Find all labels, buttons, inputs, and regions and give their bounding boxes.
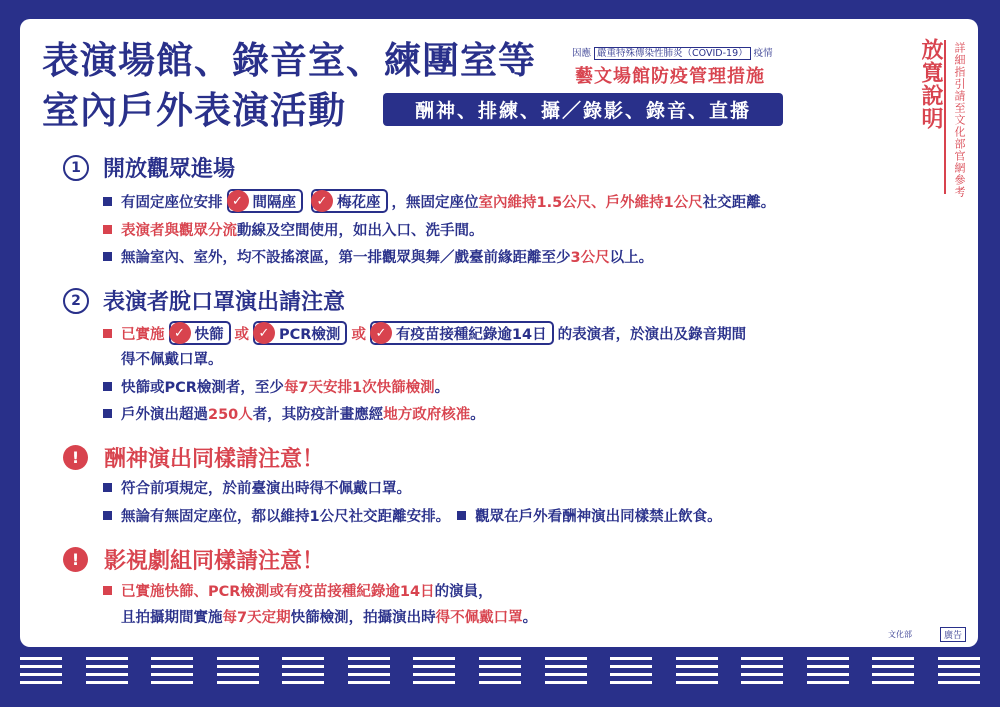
bullet-icon bbox=[103, 409, 112, 418]
pill-rapid-test bbox=[169, 321, 231, 345]
check-icon: ✓ bbox=[370, 322, 392, 344]
highlight-text: 每7天定期 bbox=[222, 610, 291, 626]
decorative-border bbox=[20, 648, 980, 693]
covid-suffix: 疫情 bbox=[753, 48, 773, 59]
decor-pattern-icon bbox=[872, 652, 914, 690]
decor-pattern-icon bbox=[479, 652, 521, 690]
section4-title: 影視劇組同樣請注意！ bbox=[104, 549, 325, 574]
text: 符合前項規定，於前臺演出時得不佩戴口罩。 bbox=[121, 481, 411, 497]
text: 快篩或PCR檢測者，至少 bbox=[121, 380, 284, 396]
bullet-icon bbox=[103, 511, 112, 520]
check-icon: ✓ bbox=[169, 322, 191, 344]
text: 。 bbox=[522, 610, 538, 626]
highlight-text: 250人 bbox=[208, 407, 253, 423]
pill-spaced-seating bbox=[227, 189, 304, 213]
section2-heading bbox=[63, 285, 345, 316]
section4-item2 bbox=[121, 606, 537, 627]
covid-context bbox=[572, 45, 773, 59]
bullet-icon bbox=[103, 586, 112, 595]
bullet-icon bbox=[103, 225, 112, 234]
text: 觀眾在戶外看酬神演出同樣禁止飲食。 bbox=[475, 509, 722, 525]
decor-pattern-icon bbox=[807, 652, 849, 690]
ad-label: 廣告 bbox=[940, 627, 966, 642]
bullet-icon bbox=[103, 197, 112, 206]
section2-item2 bbox=[103, 376, 449, 397]
alert-icon: ! bbox=[63, 547, 88, 572]
check-icon: ✓ bbox=[311, 190, 333, 212]
text: 者，其防疫計畫應經 bbox=[252, 407, 384, 423]
decor-pattern-icon bbox=[741, 652, 783, 690]
section2-title: 表演者脫口罩演出請注意 bbox=[103, 290, 346, 315]
pill-label: 間隔座 bbox=[252, 194, 296, 211]
decor-pattern-icon bbox=[348, 652, 390, 690]
main-title-line2: 室內戶外表演活動 bbox=[42, 89, 346, 132]
section3-title: 酬神演出同樣請注意！ bbox=[104, 447, 325, 472]
decor-pattern-icon bbox=[938, 652, 980, 690]
text: 或 bbox=[351, 326, 366, 343]
ministry-logo: 文化部 bbox=[888, 630, 912, 639]
section4-heading bbox=[63, 544, 324, 575]
section1-item2 bbox=[103, 219, 484, 240]
side-note: 詳細指引請至文化部官網參考 bbox=[953, 42, 966, 198]
section1-item1 bbox=[103, 189, 775, 213]
section2-item1-cont: 得不佩戴口罩。 bbox=[121, 352, 223, 368]
bullet-icon bbox=[103, 252, 112, 261]
main-title-line1: 表演場館、錄音室、練團室等 bbox=[42, 39, 536, 82]
pill-label: 有疫苗接種紀錄逾14日 bbox=[395, 326, 547, 343]
check-icon: ✓ bbox=[253, 322, 275, 344]
highlight-text: 已實施快篩、PCR檢測或有疫苗接種紀錄逾14日 bbox=[121, 584, 435, 600]
decor-pattern-icon bbox=[676, 652, 718, 690]
bullet-icon bbox=[103, 382, 112, 391]
text: 有固定座位安排 bbox=[121, 194, 223, 211]
text: 。 bbox=[470, 407, 485, 423]
decor-pattern-icon bbox=[610, 652, 652, 690]
pill-label: 快篩 bbox=[194, 326, 224, 343]
highlight-text: 3公尺 bbox=[570, 250, 610, 266]
pill-label: 梅花座 bbox=[337, 194, 381, 211]
side-divider bbox=[944, 40, 946, 194]
section1-title: 開放觀眾進場 bbox=[103, 157, 236, 182]
highlight-text: 室內維持1.5公尺、戶外維持1公尺 bbox=[478, 194, 703, 211]
bullet-icon bbox=[103, 329, 112, 338]
section3-item2 bbox=[103, 505, 722, 526]
text: 或 bbox=[234, 326, 249, 343]
decor-pattern-icon bbox=[217, 652, 259, 690]
decor-pattern-icon bbox=[545, 652, 587, 690]
highlight-text: 表演者與觀眾分流 bbox=[121, 223, 237, 239]
text: 快篩檢測，拍攝演出時 bbox=[290, 610, 436, 626]
highlight-text: 每7天安排1次快篩檢測 bbox=[283, 380, 435, 396]
decor-pattern-icon bbox=[86, 652, 128, 690]
section4-item1 bbox=[103, 580, 493, 601]
text: 且拍攝期間實施 bbox=[121, 610, 223, 626]
decor-pattern-icon bbox=[20, 652, 62, 690]
highlight-text: 地方政府核准 bbox=[383, 407, 471, 423]
covid-box: 嚴重特殊傳染性肺炎（COVID-19） bbox=[594, 47, 751, 60]
section3-heading bbox=[63, 442, 324, 473]
text: 。 bbox=[434, 380, 450, 396]
activities-banner: 酬神、排練、攝／錄影、錄音、直播 bbox=[383, 93, 783, 126]
text: ，無固定座位 bbox=[391, 194, 479, 211]
check-icon: ✓ bbox=[227, 190, 249, 212]
decor-pattern-icon bbox=[151, 652, 193, 690]
pill-staggered-seating bbox=[311, 189, 388, 213]
measures-title: 藝文場館防疫管理措施 bbox=[575, 66, 765, 87]
text: 戶外演出超過 bbox=[121, 407, 208, 423]
pill-vaccination bbox=[370, 321, 554, 345]
pill-label: PCR檢測 bbox=[279, 326, 341, 343]
pill-pcr-test bbox=[253, 321, 347, 345]
decor-pattern-icon bbox=[282, 652, 324, 690]
highlight-text: 已實施 bbox=[121, 326, 165, 343]
section2-item1 bbox=[103, 321, 746, 345]
number-2-icon: 2 bbox=[63, 288, 89, 314]
text: 的表演者，於演出及錄音期間 bbox=[557, 326, 747, 343]
highlight-text: 得不佩戴口罩 bbox=[435, 610, 523, 626]
section1-item3 bbox=[103, 246, 653, 267]
section3-item1 bbox=[103, 477, 411, 498]
text: 動線及空間使用，如出入口、洗手間。 bbox=[237, 223, 484, 239]
covid-prefix: 因應 bbox=[572, 48, 592, 59]
bullet-icon bbox=[457, 511, 466, 520]
section1-heading bbox=[63, 152, 235, 183]
text: 的演員， bbox=[434, 584, 493, 600]
bullet-icon bbox=[103, 483, 112, 492]
text: 社交距離。 bbox=[702, 194, 776, 211]
text: 以上。 bbox=[609, 250, 654, 266]
decor-pattern-icon bbox=[413, 652, 455, 690]
section2-item3 bbox=[103, 403, 485, 424]
alert-icon: ! bbox=[63, 445, 88, 470]
relaxation-title: 放寬說明 bbox=[918, 38, 943, 130]
text: 無論室內、室外，均不設搖滾區，第一排觀眾與舞／戲臺前緣距離至少 bbox=[121, 250, 571, 266]
number-1-icon: 1 bbox=[63, 155, 89, 181]
text: 無論有無固定座位，都以維持1公尺社交距離安排。 bbox=[121, 509, 451, 525]
